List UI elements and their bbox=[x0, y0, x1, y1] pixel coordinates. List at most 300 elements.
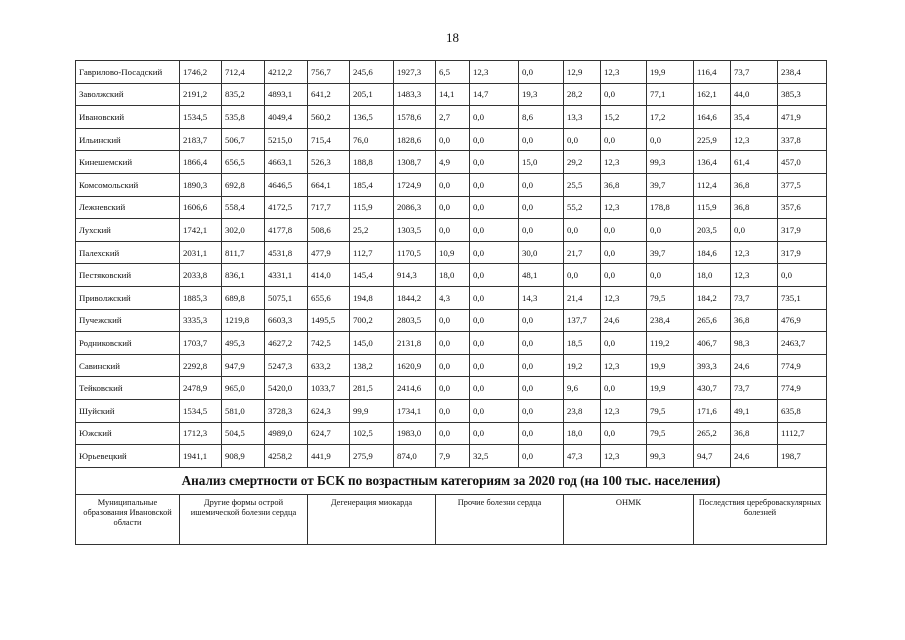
table-cell: 4177,8 bbox=[265, 219, 308, 242]
table-cell: 700,2 bbox=[350, 309, 394, 332]
header-stroke: ОНМК bbox=[564, 494, 694, 544]
municipality-name: Лежневский bbox=[76, 196, 180, 219]
table-cell: 6,5 bbox=[436, 61, 470, 84]
table-cell: 393,3 bbox=[694, 354, 731, 377]
table-cell: 19,9 bbox=[647, 377, 694, 400]
table-cell: 2292,8 bbox=[180, 354, 222, 377]
table-cell: 1606,6 bbox=[180, 196, 222, 219]
table-cell: 0,0 bbox=[470, 219, 519, 242]
table-row bbox=[76, 241, 827, 264]
table-cell: 414,0 bbox=[308, 264, 350, 287]
section-title-row bbox=[76, 467, 827, 494]
table-cell: 476,9 bbox=[778, 309, 827, 332]
table-cell: 112,4 bbox=[694, 173, 731, 196]
header-other-acute-ischemic: Другие формы острой ишемической болезни сердца bbox=[180, 494, 308, 544]
table-body bbox=[76, 61, 827, 468]
table-cell: 0,0 bbox=[436, 332, 470, 355]
table-cell: 624,7 bbox=[308, 422, 350, 445]
table-cell: 495,3 bbox=[222, 332, 265, 355]
table-row bbox=[76, 219, 827, 242]
table-cell: 238,4 bbox=[778, 61, 827, 84]
table-cell: 24,6 bbox=[601, 309, 647, 332]
table-cell: 2803,5 bbox=[394, 309, 436, 332]
table-cell: 12,3 bbox=[470, 61, 519, 84]
table-cell: 1927,3 bbox=[394, 61, 436, 84]
table-cell: 36,8 bbox=[731, 196, 778, 219]
table-cell: 0,0 bbox=[470, 151, 519, 174]
table-cell: 44,0 bbox=[731, 83, 778, 106]
table-cell: 28,2 bbox=[564, 83, 601, 106]
table-cell: 656,5 bbox=[222, 151, 265, 174]
table-row bbox=[76, 128, 827, 151]
table-row bbox=[76, 445, 827, 468]
table-cell: 471,9 bbox=[778, 106, 827, 129]
table-cell: 19,3 bbox=[519, 83, 564, 106]
municipality-name: Ивановский bbox=[76, 106, 180, 129]
table-cell: 12,3 bbox=[601, 151, 647, 174]
municipality-name: Юрьевецкий bbox=[76, 445, 180, 468]
table-cell: 664,1 bbox=[308, 173, 350, 196]
table-cell: 73,7 bbox=[731, 61, 778, 84]
table-cell: 136,4 bbox=[694, 151, 731, 174]
table-cell: 689,8 bbox=[222, 286, 265, 309]
table-cell: 225,9 bbox=[694, 128, 731, 151]
table-row bbox=[76, 196, 827, 219]
table-cell: 162,1 bbox=[694, 83, 731, 106]
table-cell: 94,7 bbox=[694, 445, 731, 468]
table-cell: 138,2 bbox=[350, 354, 394, 377]
table-cell: 0,0 bbox=[647, 264, 694, 287]
municipality-name: Шуйский bbox=[76, 399, 180, 422]
table-cell: 0,0 bbox=[601, 264, 647, 287]
municipality-name: Приволжский bbox=[76, 286, 180, 309]
table-cell: 1724,9 bbox=[394, 173, 436, 196]
table-cell: 145,0 bbox=[350, 332, 394, 355]
table-cell: 914,3 bbox=[394, 264, 436, 287]
table-cell: 0,0 bbox=[470, 354, 519, 377]
table-cell: 4989,0 bbox=[265, 422, 308, 445]
table-cell: 0,0 bbox=[601, 128, 647, 151]
table-cell: 0,0 bbox=[519, 445, 564, 468]
table-cell: 18,5 bbox=[564, 332, 601, 355]
header-row bbox=[76, 494, 827, 544]
table-cell: 0,0 bbox=[470, 309, 519, 332]
table-cell: 0,0 bbox=[519, 61, 564, 84]
table-cell: 184,2 bbox=[694, 286, 731, 309]
table-cell: 947,9 bbox=[222, 354, 265, 377]
table-cell: 1844,2 bbox=[394, 286, 436, 309]
table-cell: 98,3 bbox=[731, 332, 778, 355]
table-cell: 2131,8 bbox=[394, 332, 436, 355]
header-other-heart-diseases: Прочие болезни сердца bbox=[436, 494, 564, 544]
table-cell: 137,7 bbox=[564, 309, 601, 332]
table-cell: 1495,5 bbox=[308, 309, 350, 332]
table-cell: 0,0 bbox=[519, 173, 564, 196]
table-cell: 302,0 bbox=[222, 219, 265, 242]
table-cell: 2,7 bbox=[436, 106, 470, 129]
table-cell: 1742,1 bbox=[180, 219, 222, 242]
municipality-name: Гаврилово-Посадский bbox=[76, 61, 180, 84]
table-row bbox=[76, 151, 827, 174]
table-cell: 4627,2 bbox=[265, 332, 308, 355]
table-cell: 23,8 bbox=[564, 399, 601, 422]
table-cell: 1483,3 bbox=[394, 83, 436, 106]
table-cell: 0,0 bbox=[778, 264, 827, 287]
table-cell: 836,1 bbox=[222, 264, 265, 287]
table-cell: 0,0 bbox=[470, 241, 519, 264]
municipality-name: Пестяковский bbox=[76, 264, 180, 287]
table-cell: 357,6 bbox=[778, 196, 827, 219]
table-cell: 4212,2 bbox=[265, 61, 308, 84]
table-row bbox=[76, 377, 827, 400]
table-cell: 874,0 bbox=[394, 445, 436, 468]
table-cell: 0,0 bbox=[731, 219, 778, 242]
table-cell: 0,0 bbox=[647, 128, 694, 151]
table-cell: 245,6 bbox=[350, 61, 394, 84]
table-cell: 198,7 bbox=[778, 445, 827, 468]
table-cell: 4663,1 bbox=[265, 151, 308, 174]
table-cell: 641,2 bbox=[308, 83, 350, 106]
table-cell: 185,4 bbox=[350, 173, 394, 196]
table-cell: 1885,3 bbox=[180, 286, 222, 309]
table-cell: 0,0 bbox=[436, 128, 470, 151]
table-cell: 238,4 bbox=[647, 309, 694, 332]
table-cell: 0,0 bbox=[519, 128, 564, 151]
table-cell: 61,4 bbox=[731, 151, 778, 174]
table-cell: 0,0 bbox=[470, 106, 519, 129]
table-cell: 4646,5 bbox=[265, 173, 308, 196]
table-cell: 77,1 bbox=[647, 83, 694, 106]
table-cell: 2191,2 bbox=[180, 83, 222, 106]
table-cell: 1170,5 bbox=[394, 241, 436, 264]
table-cell: 0,0 bbox=[564, 219, 601, 242]
table-cell: 47,3 bbox=[564, 445, 601, 468]
table-cell: 36,8 bbox=[601, 173, 647, 196]
table-cell: 0,0 bbox=[470, 286, 519, 309]
table-row bbox=[76, 286, 827, 309]
table-cell: 0,0 bbox=[436, 354, 470, 377]
table-cell: 0,0 bbox=[436, 309, 470, 332]
table-cell: 774,9 bbox=[778, 377, 827, 400]
table-cell: 13,3 bbox=[564, 106, 601, 129]
table-cell: 17,2 bbox=[647, 106, 694, 129]
table-cell: 4893,1 bbox=[265, 83, 308, 106]
municipality-name: Южский bbox=[76, 422, 180, 445]
table-cell: 0,0 bbox=[564, 128, 601, 151]
table-cell: 742,5 bbox=[308, 332, 350, 355]
table-cell: 12,3 bbox=[601, 445, 647, 468]
table-cell: 35,4 bbox=[731, 106, 778, 129]
table-cell: 116,4 bbox=[694, 61, 731, 84]
table-cell: 385,3 bbox=[778, 83, 827, 106]
table-cell: 1941,1 bbox=[180, 445, 222, 468]
table-cell: 1746,2 bbox=[180, 61, 222, 84]
table-cell: 735,1 bbox=[778, 286, 827, 309]
table-cell: 1866,4 bbox=[180, 151, 222, 174]
table-cell: 79,5 bbox=[647, 399, 694, 422]
table-cell: 0,0 bbox=[519, 354, 564, 377]
table-cell: 4049,4 bbox=[265, 106, 308, 129]
table-cell: 6603,3 bbox=[265, 309, 308, 332]
table-cell: 560,2 bbox=[308, 106, 350, 129]
table-row bbox=[76, 83, 827, 106]
table-cell: 24,6 bbox=[731, 445, 778, 468]
table-cell: 406,7 bbox=[694, 332, 731, 355]
table-cell: 0,0 bbox=[519, 399, 564, 422]
table-cell: 49,1 bbox=[731, 399, 778, 422]
table-cell: 1983,0 bbox=[394, 422, 436, 445]
table-cell: 145,4 bbox=[350, 264, 394, 287]
table-row bbox=[76, 173, 827, 196]
table-cell: 5420,0 bbox=[265, 377, 308, 400]
table-cell: 377,5 bbox=[778, 173, 827, 196]
table-cell: 0,0 bbox=[601, 332, 647, 355]
table-cell: 506,7 bbox=[222, 128, 265, 151]
table-cell: 102,5 bbox=[350, 422, 394, 445]
table-cell: 119,2 bbox=[647, 332, 694, 355]
municipality-name: Кинешемский bbox=[76, 151, 180, 174]
table-cell: 0,0 bbox=[470, 173, 519, 196]
municipality-name: Ильинский bbox=[76, 128, 180, 151]
table-cell: 36,8 bbox=[731, 422, 778, 445]
table-cell: 756,7 bbox=[308, 61, 350, 84]
table-cell: 8,6 bbox=[519, 106, 564, 129]
table-row bbox=[76, 354, 827, 377]
table-cell: 5247,3 bbox=[265, 354, 308, 377]
table-cell: 692,8 bbox=[222, 173, 265, 196]
table-cell: 717,7 bbox=[308, 196, 350, 219]
table-cell: 317,9 bbox=[778, 219, 827, 242]
table-cell: 99,9 bbox=[350, 399, 394, 422]
table-cell: 164,6 bbox=[694, 106, 731, 129]
table-cell: 0,0 bbox=[436, 377, 470, 400]
table-cell: 2183,7 bbox=[180, 128, 222, 151]
table-cell: 0,0 bbox=[601, 219, 647, 242]
municipality-name: Родниковский bbox=[76, 332, 180, 355]
table-cell: 715,4 bbox=[308, 128, 350, 151]
table-cell: 526,3 bbox=[308, 151, 350, 174]
table-cell: 12,3 bbox=[731, 241, 778, 264]
table-cell: 9,6 bbox=[564, 377, 601, 400]
table-cell: 0,0 bbox=[436, 173, 470, 196]
table-cell: 1712,3 bbox=[180, 422, 222, 445]
table-cell: 18,0 bbox=[694, 264, 731, 287]
table-cell: 194,8 bbox=[350, 286, 394, 309]
table-cell: 908,9 bbox=[222, 445, 265, 468]
mortality-table bbox=[75, 60, 827, 545]
table-cell: 635,8 bbox=[778, 399, 827, 422]
table-cell: 12,3 bbox=[601, 286, 647, 309]
page-number: 18 bbox=[446, 30, 459, 45]
table-cell: 1534,5 bbox=[180, 106, 222, 129]
table-cell: 203,5 bbox=[694, 219, 731, 242]
table-cell: 36,8 bbox=[731, 309, 778, 332]
table-cell: 624,3 bbox=[308, 399, 350, 422]
table-cell: 0,0 bbox=[436, 399, 470, 422]
table-cell: 441,9 bbox=[308, 445, 350, 468]
table-row bbox=[76, 399, 827, 422]
table-cell: 0,0 bbox=[470, 332, 519, 355]
table-cell: 14,3 bbox=[519, 286, 564, 309]
table-cell: 811,7 bbox=[222, 241, 265, 264]
table-cell: 15,0 bbox=[519, 151, 564, 174]
table-cell: 18,0 bbox=[564, 422, 601, 445]
header-municipality: Муниципальные образования Ивановской области bbox=[76, 494, 180, 544]
table-cell: 1620,9 bbox=[394, 354, 436, 377]
municipality-name: Комсомольский bbox=[76, 173, 180, 196]
table-cell: 2463,7 bbox=[778, 332, 827, 355]
table-cell: 0,0 bbox=[436, 196, 470, 219]
table-cell: 178,8 bbox=[647, 196, 694, 219]
table-cell: 184,6 bbox=[694, 241, 731, 264]
table-cell: 0,0 bbox=[436, 422, 470, 445]
table-cell: 317,9 bbox=[778, 241, 827, 264]
table-cell: 558,4 bbox=[222, 196, 265, 219]
table-row bbox=[76, 264, 827, 287]
table-cell: 99,3 bbox=[647, 151, 694, 174]
municipality-name: Пучежский bbox=[76, 309, 180, 332]
table-cell: 12,3 bbox=[601, 196, 647, 219]
table-row bbox=[76, 106, 827, 129]
table-cell: 477,9 bbox=[308, 241, 350, 264]
table-cell: 7,9 bbox=[436, 445, 470, 468]
table-cell: 2414,6 bbox=[394, 377, 436, 400]
table-cell: 0,0 bbox=[519, 377, 564, 400]
table-cell: 55,2 bbox=[564, 196, 601, 219]
table-cell: 36,8 bbox=[731, 173, 778, 196]
table-cell: 12,9 bbox=[564, 61, 601, 84]
municipality-name: Тейковский bbox=[76, 377, 180, 400]
table-cell: 3335,3 bbox=[180, 309, 222, 332]
table-cell: 2086,3 bbox=[394, 196, 436, 219]
table-cell: 633,2 bbox=[308, 354, 350, 377]
table-row bbox=[76, 332, 827, 355]
table-row bbox=[76, 61, 827, 84]
table-cell: 205,1 bbox=[350, 83, 394, 106]
table-cell: 0,0 bbox=[647, 219, 694, 242]
section-title: Анализ смертности от БСК по возрастным категориям за 2020 год (на 100 тыс. населения) bbox=[76, 467, 827, 494]
table-cell: 337,8 bbox=[778, 128, 827, 151]
table-cell: 48,1 bbox=[519, 264, 564, 287]
table-cell: 581,0 bbox=[222, 399, 265, 422]
table-cell: 19,2 bbox=[564, 354, 601, 377]
table-cell: 73,7 bbox=[731, 377, 778, 400]
table-row bbox=[76, 422, 827, 445]
table-cell: 0,0 bbox=[601, 377, 647, 400]
table-cell: 1033,7 bbox=[308, 377, 350, 400]
table-cell: 430,7 bbox=[694, 377, 731, 400]
municipality-name: Лухский bbox=[76, 219, 180, 242]
table-cell: 29,2 bbox=[564, 151, 601, 174]
table-cell: 30,0 bbox=[519, 241, 564, 264]
table-cell: 275,9 bbox=[350, 445, 394, 468]
table-cell: 457,0 bbox=[778, 151, 827, 174]
table-cell: 508,6 bbox=[308, 219, 350, 242]
table-cell: 21,7 bbox=[564, 241, 601, 264]
table-cell: 115,9 bbox=[694, 196, 731, 219]
table-cell: 32,5 bbox=[470, 445, 519, 468]
table-cell: 4258,2 bbox=[265, 445, 308, 468]
table-cell: 10,9 bbox=[436, 241, 470, 264]
table-cell: 1734,1 bbox=[394, 399, 436, 422]
table-cell: 4172,5 bbox=[265, 196, 308, 219]
table-cell: 4,9 bbox=[436, 151, 470, 174]
table-cell: 19,9 bbox=[647, 354, 694, 377]
table-cell: 39,7 bbox=[647, 173, 694, 196]
table-cell: 1219,8 bbox=[222, 309, 265, 332]
table-cell: 0,0 bbox=[519, 219, 564, 242]
table-cell: 0,0 bbox=[470, 377, 519, 400]
table-cell: 112,7 bbox=[350, 241, 394, 264]
table-cell: 4531,8 bbox=[265, 241, 308, 264]
table-cell: 188,8 bbox=[350, 151, 394, 174]
table-cell: 1578,6 bbox=[394, 106, 436, 129]
table-cell: 504,5 bbox=[222, 422, 265, 445]
table-cell: 535,8 bbox=[222, 106, 265, 129]
table-cell: 12,3 bbox=[601, 61, 647, 84]
table-cell: 21,4 bbox=[564, 286, 601, 309]
table-cell: 0,0 bbox=[470, 128, 519, 151]
table-cell: 0,0 bbox=[436, 219, 470, 242]
table-cell: 79,5 bbox=[647, 422, 694, 445]
table-cell: 265,6 bbox=[694, 309, 731, 332]
table-cell: 0,0 bbox=[470, 196, 519, 219]
table-cell: 3728,3 bbox=[265, 399, 308, 422]
table-cell: 0,0 bbox=[519, 332, 564, 355]
table-cell: 0,0 bbox=[519, 196, 564, 219]
table-cell: 39,7 bbox=[647, 241, 694, 264]
table-cell: 4331,1 bbox=[265, 264, 308, 287]
table-cell: 0,0 bbox=[470, 399, 519, 422]
table-cell: 12,3 bbox=[601, 399, 647, 422]
table-cell: 1112,7 bbox=[778, 422, 827, 445]
table-cell: 25,5 bbox=[564, 173, 601, 196]
table-cell: 655,6 bbox=[308, 286, 350, 309]
header-myocardial-degeneration: Дегенерация миокарда bbox=[308, 494, 436, 544]
table-cell: 1828,6 bbox=[394, 128, 436, 151]
table-cell: 24,6 bbox=[731, 354, 778, 377]
table-cell: 5215,0 bbox=[265, 128, 308, 151]
municipality-name: Палехский bbox=[76, 241, 180, 264]
table-cell: 136,5 bbox=[350, 106, 394, 129]
table-cell: 15,2 bbox=[601, 106, 647, 129]
table-cell: 2478,9 bbox=[180, 377, 222, 400]
table-cell: 281,5 bbox=[350, 377, 394, 400]
table-cell: 0,0 bbox=[470, 422, 519, 445]
table-cell: 965,0 bbox=[222, 377, 265, 400]
table-cell: 1703,7 bbox=[180, 332, 222, 355]
table-cell: 0,0 bbox=[519, 309, 564, 332]
table-cell: 12,3 bbox=[601, 354, 647, 377]
table-cell: 14,1 bbox=[436, 83, 470, 106]
municipality-name: Заволжский bbox=[76, 83, 180, 106]
table-cell: 0,0 bbox=[564, 264, 601, 287]
table-cell: 835,2 bbox=[222, 83, 265, 106]
table-cell: 1308,7 bbox=[394, 151, 436, 174]
table-cell: 1890,3 bbox=[180, 173, 222, 196]
table-cell: 1303,5 bbox=[394, 219, 436, 242]
table-cell: 18,0 bbox=[436, 264, 470, 287]
table-cell: 0,0 bbox=[601, 241, 647, 264]
table-cell: 2033,8 bbox=[180, 264, 222, 287]
table-cell: 171,6 bbox=[694, 399, 731, 422]
table-cell: 99,3 bbox=[647, 445, 694, 468]
table-row bbox=[76, 309, 827, 332]
table-cell: 19,9 bbox=[647, 61, 694, 84]
municipality-name: Савинский bbox=[76, 354, 180, 377]
table-cell: 25,2 bbox=[350, 219, 394, 242]
table-cell: 0,0 bbox=[519, 422, 564, 445]
